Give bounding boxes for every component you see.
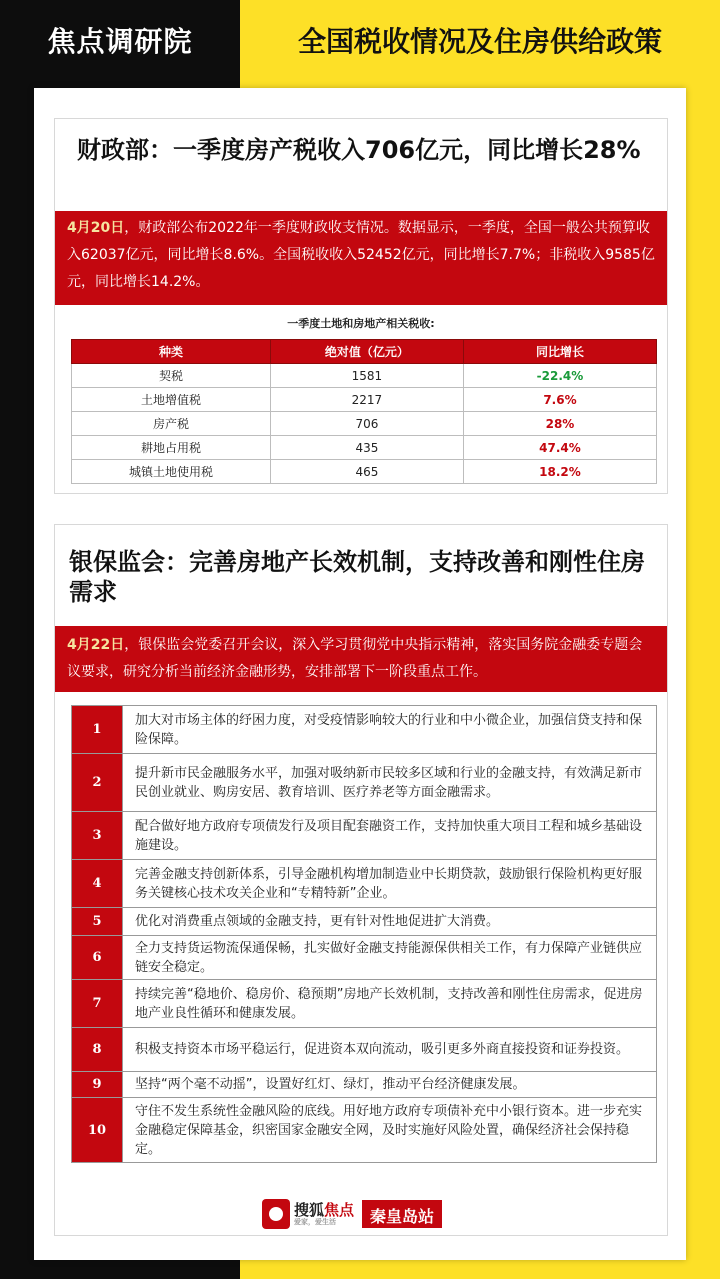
item-text: 持续完善“稳地价、稳房价、稳预期”房地产长效机制，支持改善和刚性住房需求，促进房地产业良性循环和健康发展。 <box>122 980 656 1027</box>
tax-value: 706 <box>270 412 463 436</box>
table-row <box>72 460 657 484</box>
list-item <box>72 860 656 908</box>
list-item <box>72 754 656 812</box>
item-number: 5 <box>72 908 122 935</box>
list-item <box>72 1098 656 1162</box>
table-row <box>72 436 657 460</box>
news-summary-box <box>55 626 667 692</box>
tax-name: 城镇土地使用税 <box>72 460 271 484</box>
tax-name: 房产税 <box>72 412 271 436</box>
logo-slogan: 爱家，爱生活 <box>294 1217 336 1226</box>
item-number: 8 <box>72 1028 122 1071</box>
list-item <box>72 1072 656 1098</box>
tax-name: 土地增值税 <box>72 388 271 412</box>
col-header-type: 种类 <box>72 340 271 364</box>
sohu-logo-icon <box>262 1199 290 1229</box>
tax-value: 1581 <box>270 364 463 388</box>
list-item <box>72 812 656 860</box>
item-text: 全力支持货运物流保通保畅，扎实做好金融支持能源保供相关工作，有力保障产业链供应链安全稳定。 <box>122 936 656 979</box>
logo-focus: 焦点 <box>324 1200 355 1219</box>
col-header-growth: 同比增长 <box>463 340 656 364</box>
brand-title: 焦点调研院 <box>47 25 193 58</box>
news-body: ，银保监会党委召开会议，深入学习贯彻党中央指示精神，落实国务院金融委专题会议要求，研究分析当前经济金融形势，安排部署下一阶段重点工作。 <box>67 637 643 680</box>
tax-growth: 28% <box>463 412 656 436</box>
list-item <box>72 980 656 1028</box>
item-number: 1 <box>72 706 122 753</box>
tax-value: 465 <box>270 460 463 484</box>
page-title: 全国税收情况及住房供给政策 <box>297 25 662 58</box>
news-body: ，财政部公布2022年一季度财政收支情况。数据显示，一季度，全国一般公共预算收入62037亿元，同比增长8.6%。全国税收收入52452亿元，同比增长7.7%；非税收入9585亿元，同比增长14.2%。 <box>67 220 655 290</box>
table-row <box>72 388 657 412</box>
item-number: 6 <box>72 936 122 979</box>
section-title: 银保监会：完善房地产长效机制，支持改善和刚性住房需求 <box>69 548 645 606</box>
footer-logo <box>262 1194 472 1234</box>
list-item <box>72 936 656 980</box>
tax-table <box>71 339 657 484</box>
tax-value: 435 <box>270 436 463 460</box>
item-number: 3 <box>72 812 122 859</box>
list-item <box>72 706 656 754</box>
tax-growth: 7.6% <box>463 388 656 412</box>
tax-growth: 18.2% <box>463 460 656 484</box>
tax-value: 2217 <box>270 388 463 412</box>
tax-name: 契税 <box>72 364 271 388</box>
table-row <box>72 364 657 388</box>
policy-list <box>71 705 657 1163</box>
item-number: 4 <box>72 860 122 907</box>
logo-name: 搜狐 <box>294 1200 325 1219</box>
item-text: 积极支持资本市场平稳运行，促进资本双向流动，吸引更多外商直接投资和证券投资。 <box>122 1028 656 1071</box>
item-number: 2 <box>72 754 122 811</box>
table-row <box>72 412 657 436</box>
item-number: 10 <box>72 1098 122 1162</box>
tax-growth: -22.4% <box>463 364 656 388</box>
item-text: 配合做好地方政府专项债发行及项目配套融资工作，支持加快重大项目工程和城乡基础设施建设。 <box>122 812 656 859</box>
tax-name: 耕地占用税 <box>72 436 271 460</box>
station-badge: 秦皇岛站 <box>362 1200 442 1228</box>
list-item <box>72 908 656 936</box>
table-header-row <box>72 340 657 364</box>
news-date: 4月22日 <box>67 637 125 653</box>
logo-wordmark <box>294 1202 354 1227</box>
news-date: 4月20日 <box>67 220 125 236</box>
item-text: 守住不发生系统性金融风险的底线。用好地方政府专项债补充中小银行资本。进一步充实金融稳定保障基金，织密国家金融安全网，及时实施好风险处置，确保经济社会保持稳定。 <box>122 1098 656 1162</box>
tax-growth: 47.4% <box>463 436 656 460</box>
item-number: 7 <box>72 980 122 1027</box>
section-cbirc <box>54 524 668 1236</box>
item-text: 坚持“两个毫不动摇”，设置好红灯、绿灯，推动平台经济健康发展。 <box>122 1072 656 1097</box>
table-caption: 一季度土地和房地产相关税收: <box>287 317 435 330</box>
item-number: 9 <box>72 1072 122 1097</box>
list-item <box>72 1028 656 1072</box>
content-card <box>34 88 686 1260</box>
item-text: 完善金融支持创新体系，引导金融机构增加制造业中长期贷款，鼓励银行保险机构更好服务关键核心技术攻关企业和“专精特新”企业。 <box>122 860 656 907</box>
item-text: 优化对消费重点领域的金融支持，更有针对性地促进扩大消费。 <box>122 908 656 935</box>
item-text: 加大对市场主体的纾困力度，对受疫情影响较大的行业和中小微企业，加强信贷支持和保险保障。 <box>122 706 656 753</box>
news-summary-box <box>55 211 667 305</box>
col-header-value: 绝对值（亿元） <box>270 340 463 364</box>
item-text: 提升新市民金融服务水平，加强对吸纳新市民较多区域和行业的金融支持，有效满足新市民创业就业、购房安居、教育培训、医疗养老等方面金融需求。 <box>122 754 656 811</box>
section-finance-ministry <box>54 118 668 494</box>
section-title: 财政部：一季度房产税收入706亿元，同比增长28% <box>77 136 641 164</box>
